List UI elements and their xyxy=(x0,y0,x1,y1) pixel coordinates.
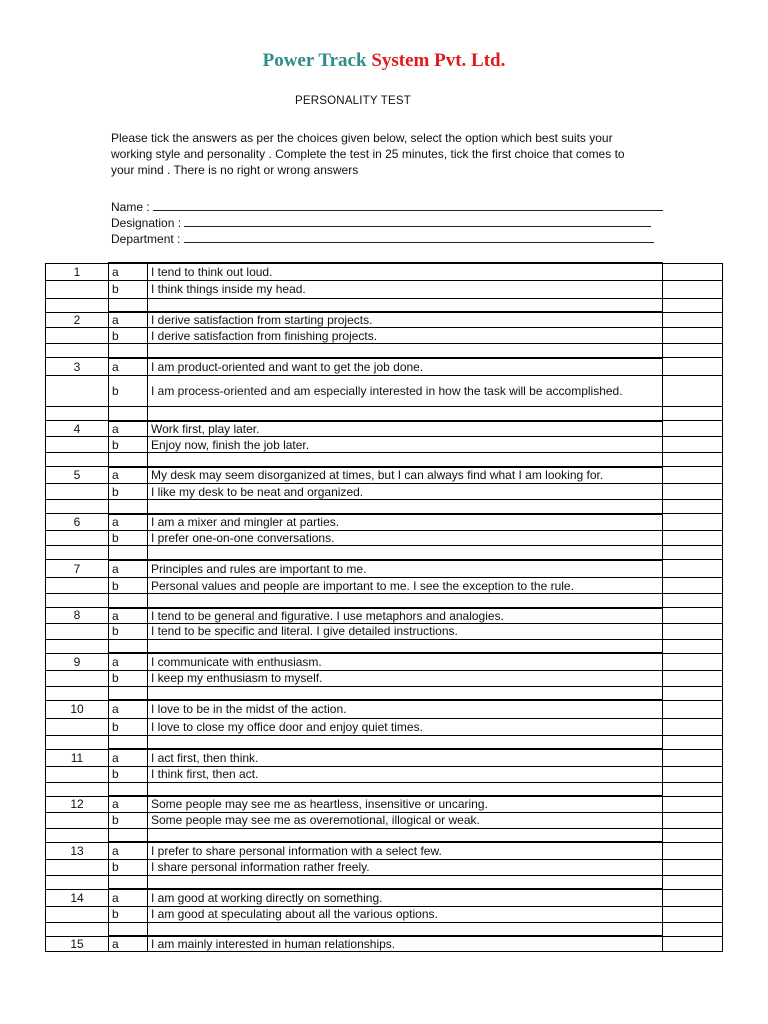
spacer-cell xyxy=(46,828,109,842)
question-number-cell xyxy=(46,484,109,500)
option-label-a: a xyxy=(109,514,148,531)
question-row-a xyxy=(46,358,723,376)
statement-a: I am mainly interested in human relationships. xyxy=(148,936,663,952)
statement-b: Some people may see me as overemotional, illogical or weak. xyxy=(148,812,663,828)
tick-box-b[interactable] xyxy=(663,718,723,735)
option-label-a: a xyxy=(109,421,148,437)
spacer-cell xyxy=(148,344,663,358)
question-row-a xyxy=(46,842,723,859)
spacer-row xyxy=(46,594,723,608)
spacer-cell xyxy=(46,686,109,700)
spacer-row xyxy=(46,735,723,749)
option-label-b: b xyxy=(109,328,148,344)
option-label-b: b xyxy=(109,578,148,594)
option-label-b: b xyxy=(109,437,148,453)
question-number-cell xyxy=(46,623,109,639)
statement-a: I derive satisfaction from starting projects. xyxy=(148,312,663,328)
question-number-cell xyxy=(46,812,109,828)
question-row-a xyxy=(46,936,723,952)
tick-box-b[interactable] xyxy=(663,766,723,782)
statement-a: I act first, then think. xyxy=(148,749,663,766)
question-number: 11 xyxy=(46,749,109,766)
question-number-cell xyxy=(46,718,109,735)
tick-box-a[interactable] xyxy=(663,560,723,578)
tick-box-a[interactable] xyxy=(663,467,723,484)
department-blank[interactable] xyxy=(184,231,654,243)
question-row-b xyxy=(46,578,723,594)
tick-box-b[interactable] xyxy=(663,670,723,686)
statement-a: I tend to be general and figurative. I use metaphors and analogies. xyxy=(148,608,663,624)
spacer-cell xyxy=(663,735,723,749)
spacer-cell xyxy=(46,500,109,514)
spacer-cell xyxy=(148,875,663,889)
question-row-b xyxy=(46,623,723,639)
spacer-row xyxy=(46,639,723,653)
spacer-row xyxy=(46,875,723,889)
option-label-b: b xyxy=(109,812,148,828)
tick-box-a[interactable] xyxy=(663,796,723,812)
statement-a: Work first, play later. xyxy=(148,421,663,437)
spacer-cell xyxy=(46,594,109,608)
statement-a: Principles and rules are important to me. xyxy=(148,560,663,578)
option-label-a: a xyxy=(109,700,148,718)
question-row-a xyxy=(46,700,723,718)
designation-blank[interactable] xyxy=(184,215,651,227)
option-label-b: b xyxy=(109,376,148,407)
question-number-cell xyxy=(46,328,109,344)
designation-label: Designation : xyxy=(111,216,182,230)
question-number: 2 xyxy=(46,312,109,328)
statement-b: I think first, then act. xyxy=(148,766,663,782)
statement-b: I am process-oriented and am especially interested in how the task will be accomplished. xyxy=(148,376,663,407)
spacer-cell xyxy=(109,298,148,312)
spacer-row xyxy=(46,298,723,312)
question-number: 3 xyxy=(46,358,109,376)
spacer-row xyxy=(46,828,723,842)
spacer-cell xyxy=(46,875,109,889)
spacer-row xyxy=(46,546,723,560)
spacer-cell xyxy=(148,686,663,700)
tick-box-a[interactable] xyxy=(663,421,723,437)
spacer-cell xyxy=(109,875,148,889)
question-row-b xyxy=(46,376,723,407)
question-row-b xyxy=(46,670,723,686)
tick-box-a[interactable] xyxy=(663,514,723,531)
question-number: 7 xyxy=(46,560,109,578)
option-label-b: b xyxy=(109,623,148,639)
tick-box-b[interactable] xyxy=(663,906,723,922)
tick-box-a[interactable] xyxy=(663,749,723,766)
question-number-cell xyxy=(46,578,109,594)
question-row-a xyxy=(46,312,723,328)
spacer-cell xyxy=(663,875,723,889)
question-row-b xyxy=(46,812,723,828)
spacer-cell xyxy=(46,735,109,749)
option-label-a: a xyxy=(109,608,148,624)
tick-box-b[interactable] xyxy=(663,484,723,500)
question-number-cell xyxy=(46,766,109,782)
question-number: 13 xyxy=(46,842,109,859)
question-row-a xyxy=(46,514,723,531)
option-label-a: a xyxy=(109,560,148,578)
option-label-a: a xyxy=(109,796,148,812)
spacer-cell xyxy=(148,298,663,312)
question-number: 12 xyxy=(46,796,109,812)
question-number: 10 xyxy=(46,700,109,718)
question-row-a xyxy=(46,796,723,812)
tick-box-b[interactable] xyxy=(663,376,723,407)
spacer-cell xyxy=(109,782,148,796)
document-title: PERSONALITY TEST xyxy=(295,95,411,107)
option-label-a: a xyxy=(109,358,148,376)
option-label-b: b xyxy=(109,484,148,500)
tick-box-a[interactable] xyxy=(663,889,723,906)
question-row-b xyxy=(46,718,723,735)
spacer-cell xyxy=(46,782,109,796)
question-row-b xyxy=(46,280,723,298)
spacer-cell xyxy=(148,828,663,842)
tick-box-a[interactable] xyxy=(663,842,723,859)
question-row-a xyxy=(46,421,723,437)
statement-b: I derive satisfaction from finishing projects. xyxy=(148,328,663,344)
question-number: 14 xyxy=(46,889,109,906)
spacer-cell xyxy=(663,686,723,700)
question-row-b xyxy=(46,766,723,782)
spacer-cell xyxy=(663,922,723,936)
spacer-cell xyxy=(148,782,663,796)
statement-a: Some people may see me as heartless, insensitive or uncaring. xyxy=(148,796,663,812)
spacer-cell xyxy=(148,639,663,653)
spacer-row xyxy=(46,344,723,358)
spacer-cell xyxy=(148,922,663,936)
question-row-a xyxy=(46,749,723,766)
option-label-b: b xyxy=(109,670,148,686)
tick-box-b[interactable] xyxy=(663,280,723,298)
spacer-cell xyxy=(148,407,663,421)
tick-box-b[interactable] xyxy=(663,578,723,594)
option-label-b: b xyxy=(109,906,148,922)
spacer-cell xyxy=(663,298,723,312)
option-label-a: a xyxy=(109,842,148,859)
option-label-b: b xyxy=(109,859,148,875)
question-number-cell xyxy=(46,906,109,922)
option-label-a: a xyxy=(109,263,148,280)
option-label-b: b xyxy=(109,531,148,546)
tick-box-a[interactable] xyxy=(663,653,723,670)
tick-box-a[interactable] xyxy=(663,608,723,624)
designation-field[interactable] xyxy=(111,215,651,230)
spacer-cell xyxy=(46,639,109,653)
option-label-a: a xyxy=(109,936,148,952)
option-label-a: a xyxy=(109,889,148,906)
spacer-cell xyxy=(46,546,109,560)
statement-b: Personal values and people are important to me. I see the exception to the rule. xyxy=(148,578,663,594)
tick-box-b[interactable] xyxy=(663,531,723,546)
question-table xyxy=(45,262,723,952)
tick-box-a[interactable] xyxy=(663,312,723,328)
tick-box-a[interactable] xyxy=(663,700,723,718)
spacer-cell xyxy=(663,344,723,358)
question-row-a xyxy=(46,608,723,624)
statement-b: I prefer one-on-one conversations. xyxy=(148,531,663,546)
statement-b: I share personal information rather freely. xyxy=(148,859,663,875)
tick-box-a[interactable] xyxy=(663,358,723,376)
statement-a: I prefer to share personal information with a select few. xyxy=(148,842,663,859)
spacer-cell xyxy=(109,453,148,467)
spacer-cell xyxy=(109,735,148,749)
name-label: Name : xyxy=(111,200,150,214)
question-number-cell xyxy=(46,670,109,686)
question-row-b xyxy=(46,531,723,546)
spacer-cell xyxy=(663,782,723,796)
statement-a: I am product-oriented and want to get the job done. xyxy=(148,358,663,376)
option-label-b: b xyxy=(109,766,148,782)
company-name-part1: Power Track xyxy=(262,50,367,71)
spacer-row xyxy=(46,407,723,421)
tick-box-a[interactable] xyxy=(663,936,723,952)
spacer-cell xyxy=(663,546,723,560)
tick-box-b[interactable] xyxy=(663,859,723,875)
option-label-a: a xyxy=(109,467,148,484)
spacer-cell xyxy=(109,407,148,421)
spacer-cell xyxy=(663,639,723,653)
question-row-a xyxy=(46,560,723,578)
spacer-cell xyxy=(46,453,109,467)
spacer-cell xyxy=(148,453,663,467)
tick-box-a[interactable] xyxy=(663,263,723,280)
spacer-row xyxy=(46,500,723,514)
question-number: 15 xyxy=(46,936,109,952)
spacer-cell xyxy=(663,500,723,514)
question-number: 9 xyxy=(46,653,109,670)
spacer-cell xyxy=(663,594,723,608)
question-row-b xyxy=(46,328,723,344)
statement-b: I am good at speculating about all the various options. xyxy=(148,906,663,922)
company-name-part2: System Pvt. Ltd. xyxy=(371,50,506,71)
tick-box-b[interactable] xyxy=(663,812,723,828)
name-field[interactable] xyxy=(111,199,663,214)
spacer-cell xyxy=(663,828,723,842)
spacer-cell xyxy=(148,594,663,608)
instructions-paragraph: Please tick the answers as per the choices given below, select the option which best suits your working style and personality . Complete the test in 25 minutes, tick the first choice that comes to your mind . There is no right or wrong answers xyxy=(111,131,625,177)
question-number: 6 xyxy=(46,514,109,531)
option-label-b: b xyxy=(109,718,148,735)
statement-b: I tend to be specific and literal. I give detailed instructions. xyxy=(148,623,663,639)
spacer-row xyxy=(46,782,723,796)
spacer-cell xyxy=(46,298,109,312)
spacer-cell xyxy=(109,500,148,514)
tick-box-b[interactable] xyxy=(663,328,723,344)
option-label-a: a xyxy=(109,312,148,328)
tick-box-b[interactable] xyxy=(663,437,723,453)
question-row-b xyxy=(46,859,723,875)
question-number-cell xyxy=(46,437,109,453)
department-label: Department : xyxy=(111,232,181,246)
question-row-b xyxy=(46,484,723,500)
spacer-cell xyxy=(109,922,148,936)
spacer-cell xyxy=(663,407,723,421)
question-row-b xyxy=(46,437,723,453)
spacer-cell xyxy=(109,828,148,842)
statement-b: I like my desk to be neat and organized. xyxy=(148,484,663,500)
statement-a: I communicate with enthusiasm. xyxy=(148,653,663,670)
tick-box-b[interactable] xyxy=(663,623,723,639)
option-label-a: a xyxy=(109,749,148,766)
spacer-cell xyxy=(148,500,663,514)
question-number-cell xyxy=(46,859,109,875)
statement-b: Enjoy now, finish the job later. xyxy=(148,437,663,453)
spacer-cell xyxy=(109,344,148,358)
question-number: 8 xyxy=(46,608,109,624)
statement-a: My desk may seem disorganized at times, but I can always find what I am looking for. xyxy=(148,467,663,484)
spacer-cell xyxy=(109,546,148,560)
question-row-b xyxy=(46,906,723,922)
name-blank[interactable] xyxy=(153,199,663,211)
spacer-cell xyxy=(148,735,663,749)
spacer-row xyxy=(46,686,723,700)
statement-b: I love to close my office door and enjoy quiet times. xyxy=(148,718,663,735)
question-row-a xyxy=(46,889,723,906)
company-title xyxy=(0,50,768,72)
department-field[interactable] xyxy=(111,231,654,246)
option-label-a: a xyxy=(109,653,148,670)
question-row-a xyxy=(46,263,723,280)
statement-a: I tend to think out loud. xyxy=(148,263,663,280)
spacer-cell xyxy=(46,407,109,421)
question-number: 4 xyxy=(46,421,109,437)
question-number: 5 xyxy=(46,467,109,484)
spacer-cell xyxy=(109,594,148,608)
spacer-row xyxy=(46,453,723,467)
statement-a: I love to be in the midst of the action. xyxy=(148,700,663,718)
question-number-cell xyxy=(46,280,109,298)
spacer-cell xyxy=(109,686,148,700)
spacer-cell xyxy=(46,344,109,358)
question-number: 1 xyxy=(46,263,109,280)
statement-b: I think things inside my head. xyxy=(148,280,663,298)
statement-b: I keep my enthusiasm to myself. xyxy=(148,670,663,686)
statement-a: I am good at working directly on something. xyxy=(148,889,663,906)
spacer-row xyxy=(46,922,723,936)
question-row-a xyxy=(46,467,723,484)
spacer-cell xyxy=(46,922,109,936)
option-label-b: b xyxy=(109,280,148,298)
question-number-cell xyxy=(46,376,109,407)
statement-a: I am a mixer and mingler at parties. xyxy=(148,514,663,531)
question-number-cell xyxy=(46,531,109,546)
question-row-a xyxy=(46,653,723,670)
spacer-cell xyxy=(663,453,723,467)
spacer-cell xyxy=(148,546,663,560)
spacer-cell xyxy=(109,639,148,653)
